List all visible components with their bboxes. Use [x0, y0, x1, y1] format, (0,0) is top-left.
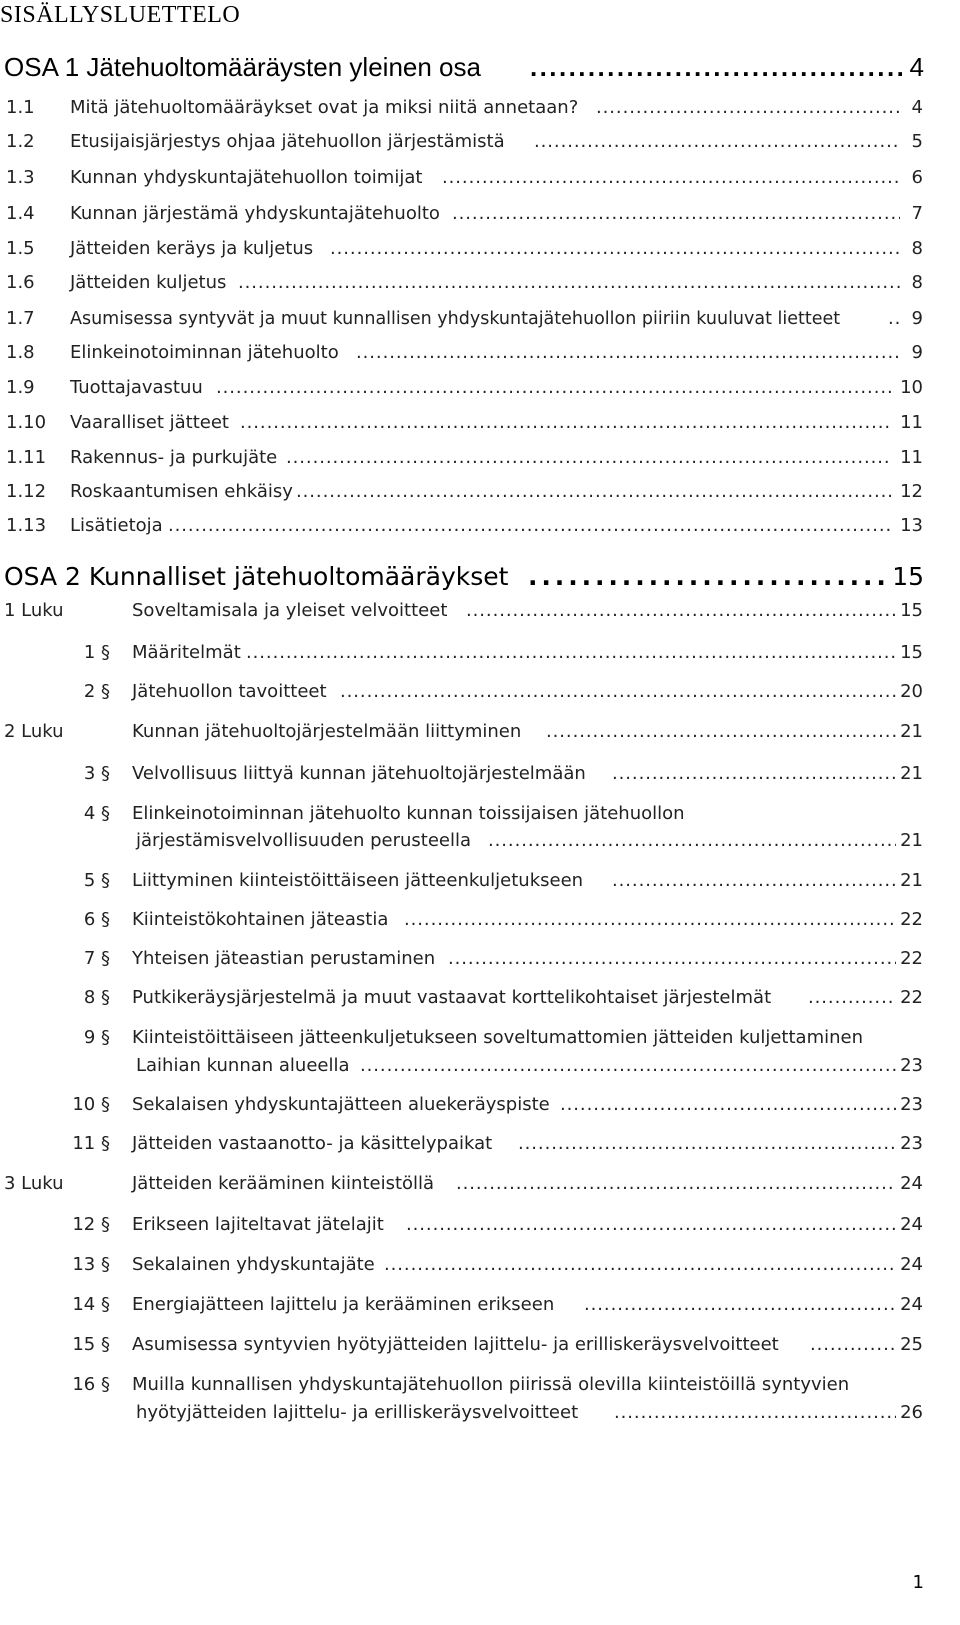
entry-title: Lisätietoja [70, 515, 163, 536]
dot-leader [404, 905, 896, 935]
page-number: 24 [900, 1214, 923, 1235]
dot-leader [286, 443, 892, 473]
section-number: 12 § [72, 1214, 110, 1235]
dot-leader [810, 1330, 896, 1360]
entry-title: Yhteisen jäteastian perustaminen [132, 948, 436, 969]
entry-title: Liittyminen kiinteistöittäiseen jätteenkuljetukseen [132, 870, 584, 891]
dot-leader [488, 826, 896, 856]
page-number: 11 [900, 447, 923, 468]
section-number: 3 § [83, 763, 110, 784]
dot-leader [560, 1090, 896, 1120]
entry-title: Asumisessa syntyvien hyötyjätteiden lajittelu- ja erilliskeräysvelvoitteet [132, 1334, 779, 1355]
entry-number: 1.7 [6, 308, 35, 329]
toc-section[interactable] [0, 1023, 960, 1053]
dot-leader [614, 1398, 896, 1428]
toc-chapter[interactable] [0, 1169, 960, 1199]
toc-chapter[interactable] [0, 596, 960, 626]
entry-title: Kiinteistöittäiseen jätteenkuljetukseen soveltumattomien jätteiden kuljettaminen [132, 1027, 863, 1048]
entry-title: Soveltamisala ja yleiset velvoitteet [132, 600, 448, 621]
entry-title: Elinkeinotoiminnan jätehuolto [70, 342, 339, 363]
section-number: 2 § [83, 681, 110, 702]
entry-title: Kunnan yhdyskuntajätehuollon toimijat [70, 167, 423, 188]
page-number: 25 [900, 1334, 923, 1355]
entry-title: Jätehuollon tavoitteet [132, 681, 327, 702]
page-number: 22 [900, 909, 923, 930]
page-number: 8 [911, 238, 923, 259]
page-number: 21 [900, 763, 923, 784]
section-number: 5 § [83, 870, 110, 891]
entry-title-continuation: järjestämisvelvollisuuden perusteella [136, 830, 472, 851]
dot-leader [888, 304, 900, 334]
entry-title: Vaaralliset jätteet [70, 412, 229, 433]
page-number: 21 [900, 830, 923, 851]
dot-leader [596, 93, 900, 123]
entry-number: 1.4 [6, 203, 35, 224]
dot-leader [356, 338, 900, 368]
page-number: 4 [909, 52, 924, 82]
section-number: 16 § [72, 1374, 110, 1395]
section-number: 11 § [72, 1133, 110, 1154]
entry-number: 1.1 [6, 97, 35, 118]
entry-number: 1.12 [6, 481, 47, 502]
page-number: 9 [911, 308, 923, 329]
toc-section[interactable] [0, 944, 960, 974]
dot-leader [466, 596, 896, 626]
entry-title: Elinkeinotoiminnan jätehuolto kunnan toissijaisen jätehuollon [132, 803, 685, 824]
dot-leader [296, 477, 892, 507]
entry-title: Määritelmät [132, 642, 241, 663]
chapter-number: 3 Luku [4, 1173, 64, 1194]
entry-number: 1.2 [6, 131, 35, 152]
toc-section[interactable] [0, 1250, 960, 1280]
toc-entry[interactable] [0, 408, 960, 438]
toc-entry[interactable] [0, 268, 960, 298]
page-number: 6 [911, 167, 923, 188]
page-number: 10 [900, 377, 923, 398]
entry-title: Putkikeräysjärjestelmä ja muut vastaavat korttelikohtaiset järjestelmät [132, 987, 772, 1008]
page-number: 13 [900, 515, 923, 536]
entry-title: Sekalainen yhdyskuntajäte [132, 1254, 375, 1275]
entry-title-continuation: hyötyjätteiden lajittelu- ja erilliskeräysvelvoitteet [136, 1402, 579, 1423]
dot-leader [384, 1250, 896, 1280]
dot-leader [456, 1169, 896, 1199]
toc-entry[interactable] [0, 93, 960, 123]
page-number: 23 [900, 1133, 923, 1154]
toc-section[interactable] [0, 1210, 960, 1240]
toc-part-2[interactable] [0, 562, 960, 592]
entry-title: Rakennus- ja purkujäte [70, 447, 278, 468]
page-number: 12 [900, 481, 923, 502]
entry-title: Erikseen lajiteltavat jätelajit [132, 1214, 384, 1235]
toc-section[interactable] [0, 638, 960, 668]
toc-section[interactable] [0, 1090, 960, 1120]
entry-number: 1.5 [6, 238, 35, 259]
page-number: 20 [900, 681, 923, 702]
page-number: 24 [900, 1173, 923, 1194]
page-number: 5 [911, 131, 923, 152]
entry-number: 1.11 [6, 447, 47, 468]
page-number: 11 [900, 412, 923, 433]
entry-title: Etusijaisjärjestys ohjaa jätehuollon järjestämistä [70, 131, 505, 152]
page-number: 15 [900, 600, 923, 621]
dot-leader [168, 511, 892, 541]
toc-section[interactable] [0, 677, 960, 707]
page-number: 22 [900, 987, 923, 1008]
page-number: 26 [900, 1402, 923, 1423]
entry-title-continuation: Laihian kunnan alueella [136, 1055, 350, 1076]
page-number: 9 [911, 342, 923, 363]
section-number: 10 § [72, 1094, 110, 1115]
dot-leader [584, 1290, 896, 1320]
entry-title: Jätteiden kuljetus [70, 272, 227, 293]
entry-number: 1.8 [6, 342, 35, 363]
entry-number: 1.6 [6, 272, 35, 293]
page-number: 15 [892, 562, 924, 591]
dot-leader [612, 866, 896, 896]
dot-leader [530, 52, 902, 82]
dot-leader [534, 127, 900, 157]
entry-title: Jätteiden keräys ja kuljetus [70, 238, 314, 259]
entry-title: Roskaantumisen ehkäisy [70, 481, 293, 502]
toc-section[interactable] [0, 905, 960, 935]
page-number: 24 [900, 1254, 923, 1275]
toc-section[interactable] [0, 1129, 960, 1159]
section-number: 8 § [83, 987, 110, 1008]
dot-leader [340, 677, 896, 707]
toc-entry[interactable] [0, 163, 960, 193]
toc-section[interactable] [0, 1330, 960, 1360]
entry-title: Muilla kunnallisen yhdyskuntajätehuollon piirissä olevilla kiinteistöillä syntyvien [132, 1374, 850, 1395]
page-number: 4 [911, 97, 923, 118]
section-number: 14 § [72, 1294, 110, 1315]
dot-leader [442, 163, 900, 193]
section-number: 15 § [72, 1334, 110, 1355]
entry-title: Kunnan järjestämä yhdyskuntajätehuolto [70, 203, 440, 224]
entry-title: Tuottajavastuu [70, 377, 203, 398]
section-number: 1 § [83, 642, 110, 663]
dot-leader [240, 408, 892, 438]
toc-section-continuation[interactable] [0, 826, 960, 856]
chapter-number: 1 Luku [4, 600, 64, 621]
toc-entry[interactable] [0, 127, 960, 157]
dot-leader [246, 638, 896, 668]
entry-title: Sekalaisen yhdyskuntajätteen aluekeräyspiste [132, 1094, 550, 1115]
entry-number: 1.13 [6, 515, 47, 536]
toc-section[interactable] [0, 759, 960, 789]
entry-title: Kiinteistökohtainen jäteastia [132, 909, 389, 930]
dot-leader [406, 1210, 896, 1240]
section-number: 13 § [72, 1254, 110, 1275]
section-number: 9 § [83, 1027, 110, 1048]
dot-leader [238, 268, 900, 298]
section-number: 4 § [83, 803, 110, 824]
entry-title: Jätteiden vastaanotto- ja käsittelypaikat [132, 1133, 493, 1154]
page-number: 15 [900, 642, 923, 663]
toc-entry[interactable] [0, 373, 960, 403]
dot-leader [808, 983, 896, 1013]
entry-title: Asumisessa syntyvät ja muut kunnallisen yhdyskuntajätehuollon piiriin kuuluvat lietteet [70, 309, 841, 329]
dot-leader [448, 944, 896, 974]
dot-leader [546, 717, 896, 747]
entry-title: Velvollisuus liittyä kunnan jätehuoltojärjestelmään [132, 763, 586, 784]
entry-title: Energiajätteen lajittelu ja kerääminen erikseen [132, 1294, 555, 1315]
page-number: 7 [911, 203, 923, 224]
entry-number: 1.9 [6, 377, 35, 398]
entry-number: 1.3 [6, 167, 35, 188]
toc-entry[interactable] [0, 477, 960, 507]
entry-title: Mitä jätehuoltomääräykset ovat ja miksi niitä annetaan? [70, 97, 579, 118]
document-title: SISÄLLYSLUETTELO [0, 2, 241, 28]
part-label: OSA 1 Jätehuoltomääräysten yleinen osa [4, 52, 481, 82]
page-footer-number: 1 [912, 1572, 924, 1593]
toc-entry[interactable] [0, 338, 960, 368]
dot-leader [216, 373, 892, 403]
toc-section[interactable] [0, 866, 960, 896]
dot-leader [528, 562, 888, 592]
page-number: 8 [911, 272, 923, 293]
dot-leader [612, 759, 896, 789]
entry-title: Kunnan jätehuoltojärjestelmään liittyminen [132, 721, 522, 742]
toc-entry[interactable] [0, 304, 960, 334]
toc-entry[interactable] [0, 234, 960, 264]
entry-number: 1.10 [6, 412, 47, 433]
page-number: 23 [900, 1055, 923, 1076]
entry-title: Jätteiden kerääminen kiinteistöllä [132, 1173, 435, 1194]
page-number: 23 [900, 1094, 923, 1115]
chapter-number: 2 Luku [4, 721, 64, 742]
dot-leader [518, 1129, 896, 1159]
toc-part-1[interactable] [0, 52, 960, 82]
toc-chapter[interactable] [0, 717, 960, 747]
page-number: 22 [900, 948, 923, 969]
page-number: 21 [900, 721, 923, 742]
toc-section[interactable] [0, 1370, 960, 1400]
page-number: 21 [900, 870, 923, 891]
toc-entry[interactable] [0, 511, 960, 541]
part-label: OSA 2 Kunnalliset jätehuoltomääräykset [4, 562, 509, 591]
toc-section-continuation[interactable] [0, 1051, 960, 1081]
section-number: 6 § [83, 909, 110, 930]
dot-leader [360, 1051, 896, 1081]
toc-entry[interactable] [0, 443, 960, 473]
toc-section[interactable] [0, 983, 960, 1013]
toc-section-continuation[interactable] [0, 1398, 960, 1428]
section-number: 7 § [83, 948, 110, 969]
toc-section[interactable] [0, 1290, 960, 1320]
dot-leader [452, 199, 900, 229]
toc-section[interactable] [0, 799, 960, 829]
toc-entry[interactable] [0, 199, 960, 229]
dot-leader [330, 234, 900, 264]
page-number: 24 [900, 1294, 923, 1315]
